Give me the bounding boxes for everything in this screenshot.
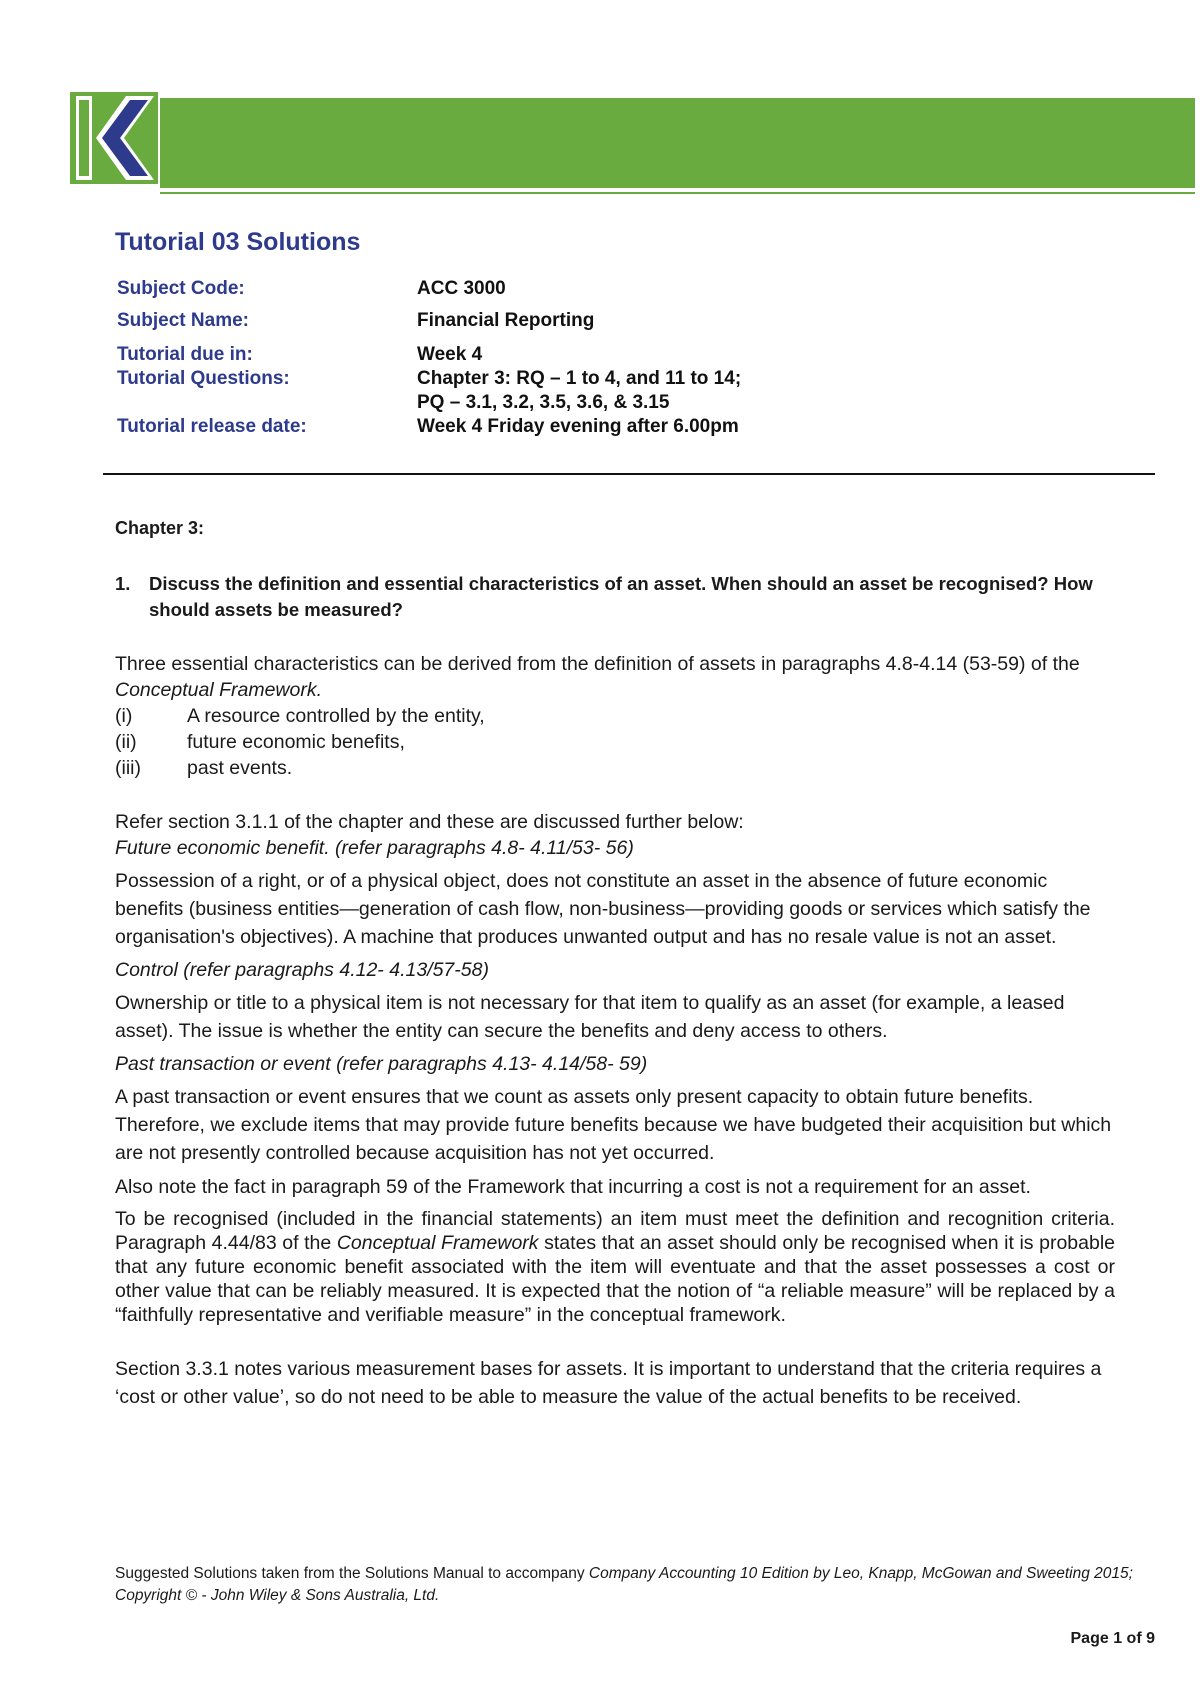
list-item-text: future economic benefits, xyxy=(187,731,405,753)
question-text: Discuss the definition and essential characteristics of an asset. When should an asset be recognised? How should assets be measured? xyxy=(149,573,1093,620)
recognition-framework: Conceptual Framework xyxy=(336,1232,539,1254)
page-number xyxy=(1071,1630,1156,1648)
list-item xyxy=(115,729,1115,755)
due-label: Tutorial due in: xyxy=(117,344,253,365)
source-footnote xyxy=(115,1563,1175,1607)
questions-value-2: PQ – 3.1, 3.2, 3.5, 3.6, & 3.15 xyxy=(417,392,670,413)
past-event-heading xyxy=(115,1051,1115,1077)
due-value: Week 4 xyxy=(417,344,483,365)
recognition-paragraph xyxy=(115,1207,1115,1327)
future-benefit-heading xyxy=(115,835,1115,861)
header-green-rule xyxy=(160,192,1195,194)
list-item xyxy=(115,703,1115,729)
k-logo-icon xyxy=(70,92,158,184)
release-value: Week 4 Friday evening after 6.00pm xyxy=(417,416,739,437)
section-divider xyxy=(103,473,1155,475)
list-item-number: (ii) xyxy=(115,731,137,753)
footnote-citation: Company Accounting 10 Edition by Leo, Knapp, McGowan and Sweeting 2015; Copyright © - John Wiley & Sons Australia, Ltd. xyxy=(115,1565,1133,1604)
characteristics-list xyxy=(115,703,1115,781)
list-item-text: past events. xyxy=(187,757,293,779)
questions-value-1: Chapter 3: RQ – 1 to 4, and 11 to 14; xyxy=(417,368,742,389)
page-word: Page xyxy=(1070,1630,1114,1647)
refer-paragraph: Refer section 3.1.1 of the chapter and these are discussed further below: xyxy=(115,811,744,833)
intro-framework: Conceptual Framework. xyxy=(115,679,322,701)
control-paragraph: Ownership or title to a physical item is not necessary for that item to qualify as an asset (for example, a leased asset). The issue is whether the entity can secure the benefits and deny access to others. xyxy=(115,992,1065,1042)
subject-name-value: Financial Reporting xyxy=(417,310,595,331)
page-title: Tutorial 03 Solutions xyxy=(115,228,361,256)
past-event-paragraph: A past transaction or event ensures that we count as assets only present capacity to obtain future benefits. Therefore, we exclude items that may provide future benefits because we have budgeted their acquisition but which are not presently controlled because acquisition has not yet occurred. xyxy=(115,1086,1112,1164)
subject-code-label: Subject Code: xyxy=(117,278,245,299)
chapter-heading: Chapter 3: xyxy=(115,518,205,538)
control-heading-text: Control (refer paragraphs 4.12- 4.13/57-58) xyxy=(115,959,489,981)
past-event-heading-text: Past transaction or event (refer paragraphs 4.13- 4.14/58- 59) xyxy=(115,1053,648,1075)
intro-paragraph xyxy=(115,651,1115,703)
question-1 xyxy=(115,571,1115,623)
list-item-number: (iii) xyxy=(115,757,141,779)
list-item xyxy=(115,755,1115,781)
intro-text: Three essential characteristics can be derived from the definition of assets in paragraphs 4.8-4.14 (53-59) of the xyxy=(115,653,1080,675)
recognition-text-1: To be recognised (included in the financial statements) an item must meet the definition and recognition criteria. Paragraph 4.44/83 of the xyxy=(115,1208,1115,1254)
page-total: 9 xyxy=(1146,1630,1155,1647)
control-heading xyxy=(115,957,1115,983)
questions-label: Tutorial Questions: xyxy=(117,368,290,389)
future-benefit-paragraph: Possession of a right, or of a physical object, does not constitute an asset in the absence of future economic benefits (business entities—generation of cash flow, non-business—providing goods or services which satisfy the organisation's objectives). A machine that produces unwanted output and has no resale value is not an asset. xyxy=(115,870,1091,948)
header-green-bar xyxy=(160,98,1195,188)
solution-body xyxy=(115,515,1115,1411)
footnote-text: Suggested Solutions taken from the Solutions Manual to accompany xyxy=(115,1565,589,1582)
list-item-text: A resource controlled by the entity, xyxy=(187,705,485,727)
page-of: of xyxy=(1122,1630,1147,1647)
list-item-number: (i) xyxy=(115,705,133,727)
page-current: 1 xyxy=(1113,1630,1123,1647)
future-benefit-heading-text: Future economic benefit. (refer paragraphs 4.8- 4.11/53- 56) xyxy=(115,837,634,859)
question-number: 1. xyxy=(115,573,131,594)
subject-code-value: ACC 3000 xyxy=(417,278,506,299)
framework-note-paragraph: Also note the fact in paragraph 59 of the Framework that incurring a cost is not a requirement for an asset. xyxy=(115,1176,1031,1198)
measurement-paragraph: Section 3.3.1 notes various measurement bases for assets. It is important to understand that the criteria requires a ‘cost or other value’, so do not need to be able to measure the value of the actual benefits to be received. xyxy=(115,1358,1102,1408)
release-label: Tutorial release date: xyxy=(117,416,307,437)
recognition-text-2: states that an asset should only be recognised when it is probable that any future economic benefit associated with the item will eventuate and that the asset possesses a cost or other value that can be reliably measured. It is expected that the notion of “a reliable measure” will be replaced by a “faithfully representative and verifiable measure” in the conceptual framework. xyxy=(115,1232,1115,1326)
subject-name-label: Subject Name: xyxy=(117,310,249,331)
